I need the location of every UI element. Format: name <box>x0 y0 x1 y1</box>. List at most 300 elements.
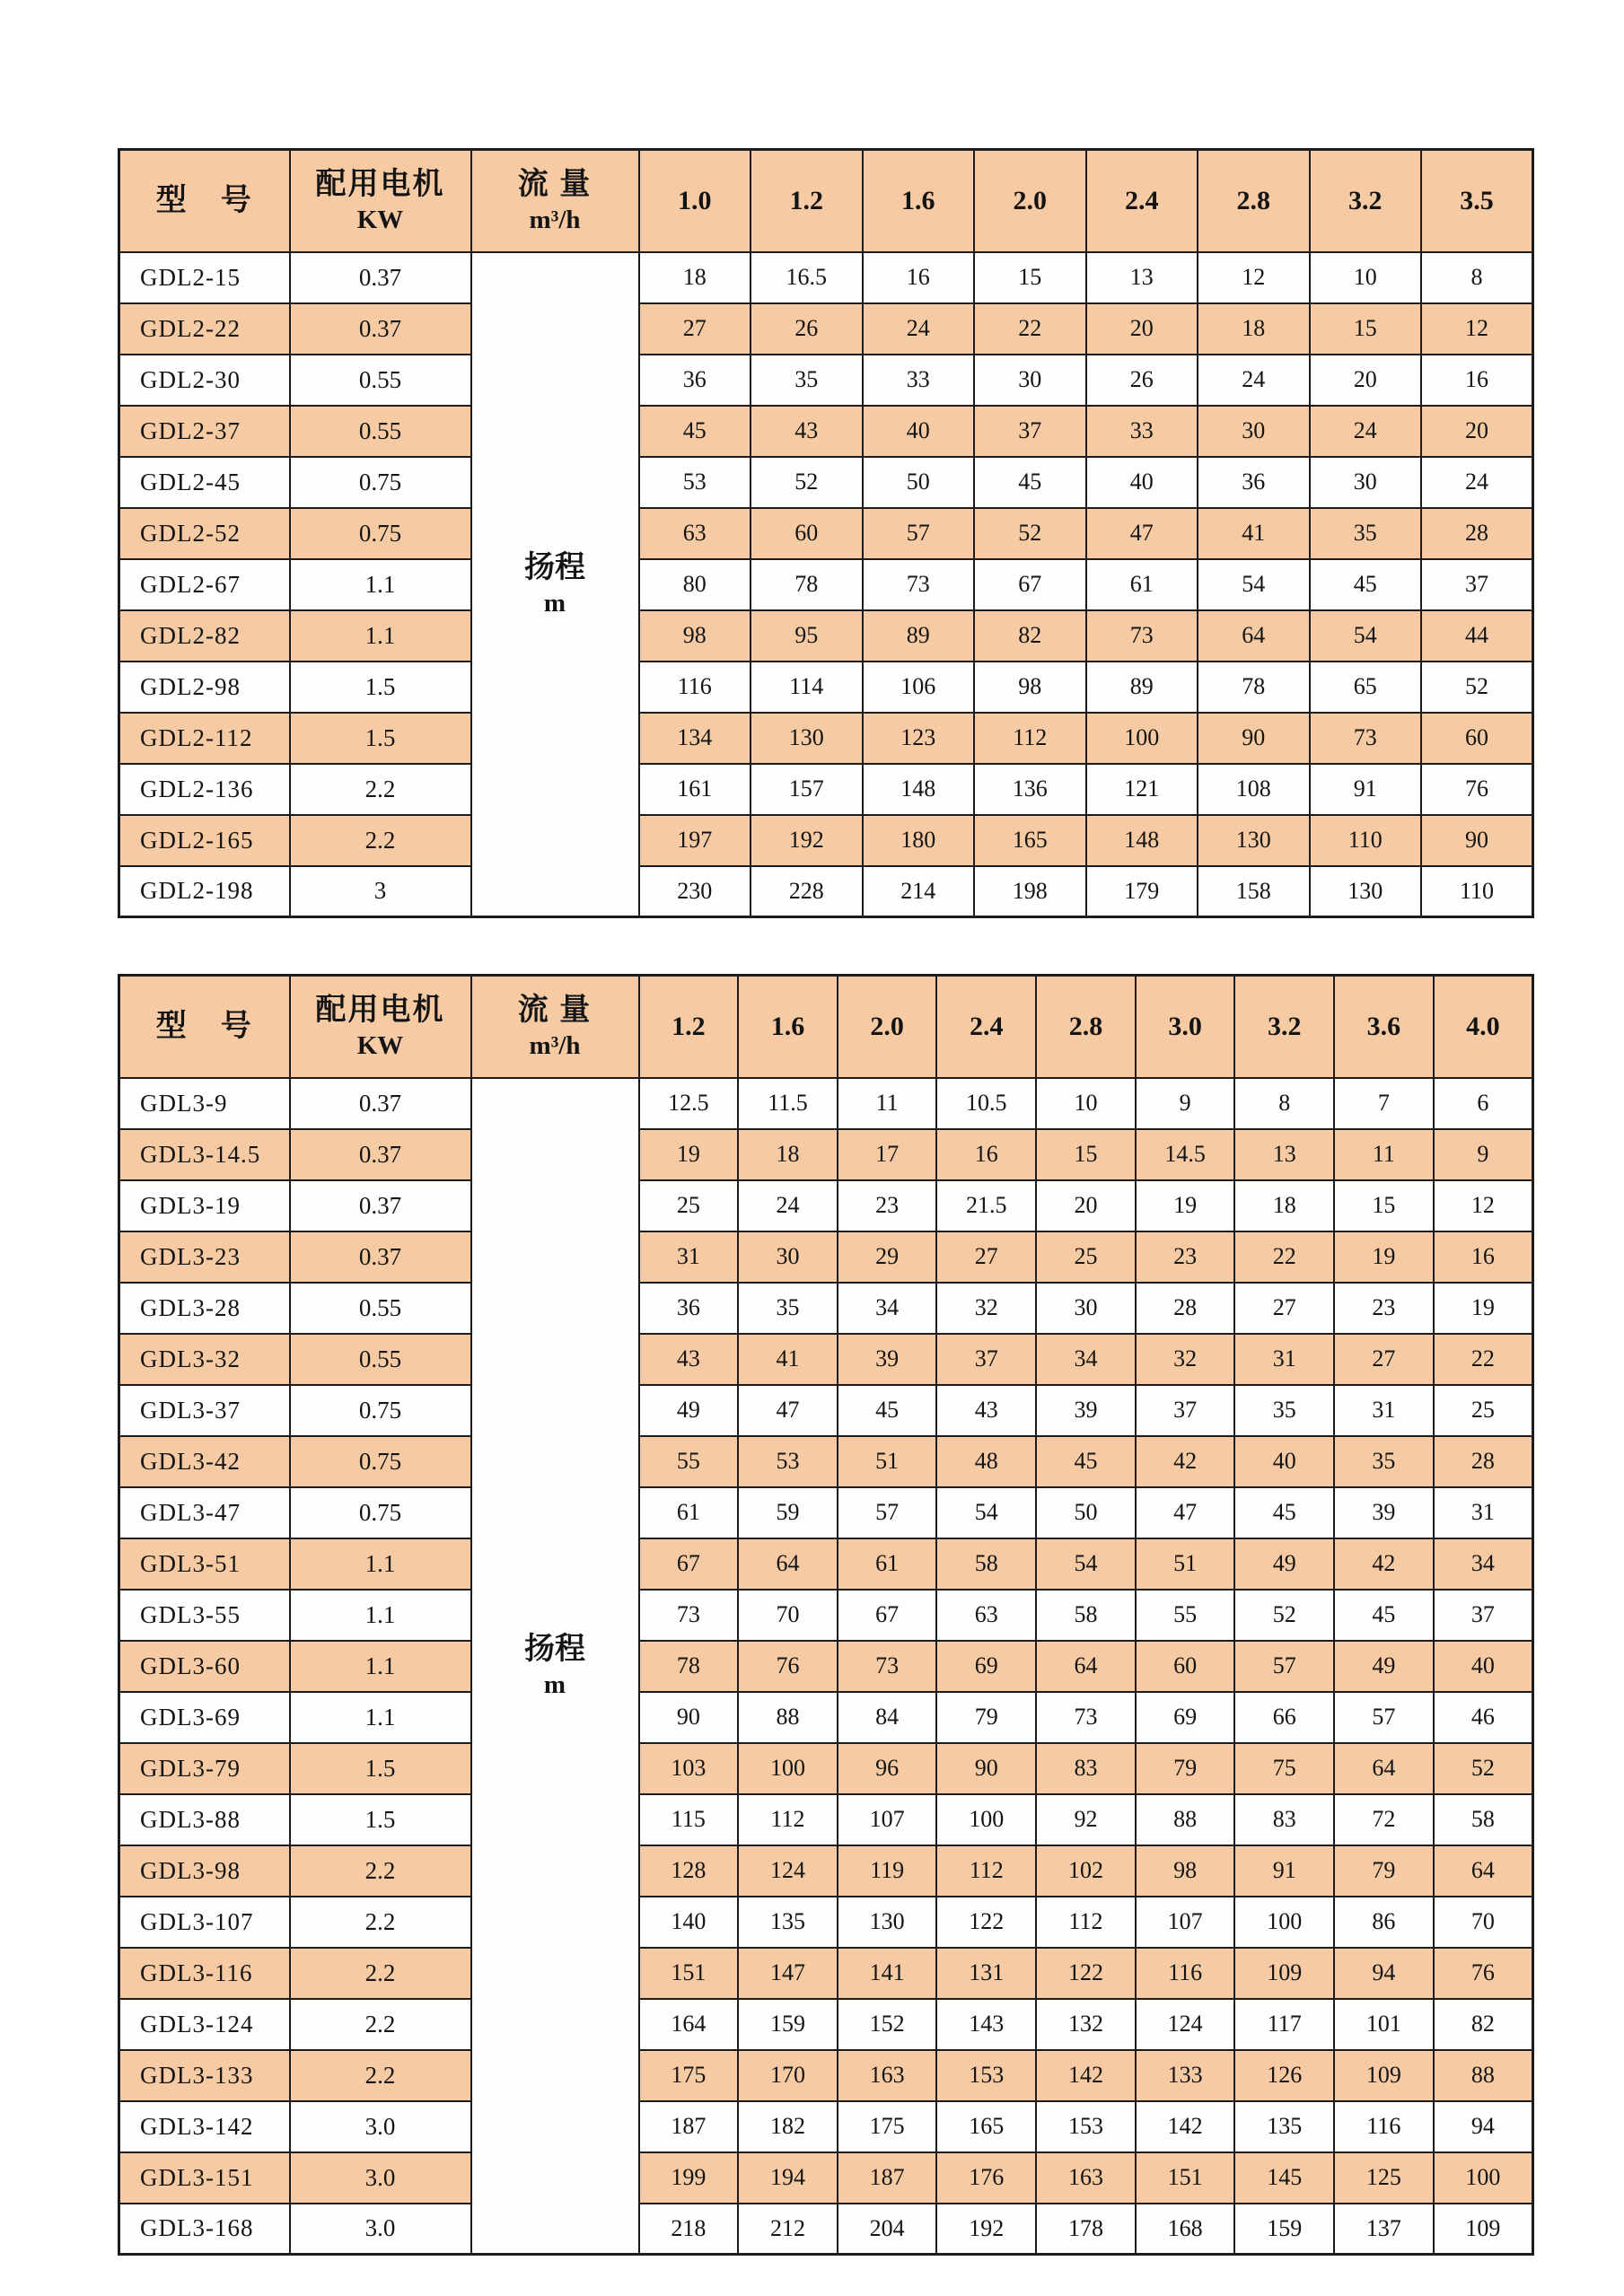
motor-kw-cell: 1.1 <box>290 610 471 662</box>
head-value-cell: 148 <box>1086 815 1198 866</box>
motor-kw-cell: 3 <box>290 866 471 917</box>
head-value-cell: 91 <box>1310 764 1422 815</box>
motor-kw-cell: 0.75 <box>290 1487 471 1538</box>
head-value-cell: 159 <box>738 1999 838 2050</box>
head-value-cell: 47 <box>1086 508 1198 559</box>
head-value-cell: 80 <box>639 559 751 610</box>
table-row <box>119 1231 1533 1283</box>
head-value-cell: 163 <box>838 2050 937 2101</box>
model-cell: GDL2-22 <box>119 303 290 355</box>
head-value-cell: 24 <box>738 1180 838 1231</box>
head-value-cell: 49 <box>1334 1641 1434 1692</box>
head-value-cell: 116 <box>639 662 751 713</box>
table-row <box>119 1641 1533 1692</box>
head-value-cell: 19 <box>1434 1283 1533 1334</box>
head-value-cell: 28 <box>1434 1436 1533 1487</box>
head-value-cell: 20 <box>1310 355 1422 406</box>
table-row <box>119 713 1533 764</box>
head-value-cell: 168 <box>1136 2204 1235 2255</box>
head-value-cell: 39 <box>838 1334 937 1385</box>
motor-kw-cell: 2.2 <box>290 1948 471 1999</box>
head-value-cell: 98 <box>1136 1845 1235 1897</box>
head-value-cell: 133 <box>1136 2050 1235 2101</box>
model-cell: GDL2-45 <box>119 457 290 508</box>
head-value-cell: 109 <box>1334 2050 1434 2101</box>
head-value-cell: 192 <box>751 815 863 866</box>
head-value-cell: 33 <box>1086 406 1198 457</box>
head-value-cell: 54 <box>1036 1538 1136 1590</box>
head-value-cell: 59 <box>738 1487 838 1538</box>
head-value-cell: 48 <box>936 1436 1036 1487</box>
head-value-cell: 66 <box>1234 1692 1334 1743</box>
head-value-cell: 41 <box>1198 508 1310 559</box>
head-value-cell: 116 <box>1334 2101 1434 2152</box>
head-unit: m <box>543 589 566 618</box>
head-value-cell: 64 <box>1198 610 1310 662</box>
head-value-cell: 192 <box>936 2204 1036 2255</box>
head-value-cell: 43 <box>936 1385 1036 1436</box>
model-cell: GDL2-52 <box>119 508 290 559</box>
head-value-cell: 32 <box>936 1283 1036 1334</box>
motor-header-unit: KW <box>356 205 404 234</box>
head-value-cell: 180 <box>863 815 975 866</box>
model-cell: GDL3-32 <box>119 1334 290 1385</box>
flow-rate-column-header: 3.6 <box>1334 976 1434 1078</box>
model-header-label: 型 号 <box>155 1009 253 1043</box>
head-value-cell: 75 <box>1234 1743 1334 1794</box>
motor-kw-cell: 0.55 <box>290 1334 471 1385</box>
motor-kw-cell: 1.5 <box>290 662 471 713</box>
flow-header-unit: m³/h <box>529 1030 581 1060</box>
head-value-cell: 135 <box>1234 2101 1334 2152</box>
head-value-cell: 128 <box>639 1845 739 1897</box>
flow-rate-header <box>471 976 639 1078</box>
head-value-cell: 165 <box>974 815 1086 866</box>
head-value-cell: 112 <box>1036 1897 1136 1948</box>
head-value-cell: 90 <box>936 1743 1036 1794</box>
motor-kw-cell: 0.37 <box>290 303 471 355</box>
head-value-cell: 141 <box>838 1948 937 1999</box>
table-row <box>119 610 1533 662</box>
head-value-cell: 175 <box>838 2101 937 2152</box>
model-cell: GDL2-198 <box>119 866 290 917</box>
table-row <box>119 1590 1533 1641</box>
table-row <box>119 2152 1533 2204</box>
table-row <box>119 508 1533 559</box>
motor-kw-cell: 3.0 <box>290 2101 471 2152</box>
head-value-cell: 73 <box>1036 1692 1136 1743</box>
head-value-cell: 147 <box>738 1948 838 1999</box>
model-cell: GDL3-9 <box>119 1078 290 1129</box>
head-value-cell: 67 <box>838 1590 937 1641</box>
head-value-cell: 103 <box>639 1743 739 1794</box>
model-cell: GDL2-112 <box>119 713 290 764</box>
head-value-cell: 51 <box>1136 1538 1235 1590</box>
flow-rate-column-header: 3.2 <box>1234 976 1334 1078</box>
motor-kw-cell: 1.1 <box>290 559 471 610</box>
table-row <box>119 1794 1533 1845</box>
head-value-cell: 73 <box>639 1590 739 1641</box>
head-value-cell: 55 <box>1136 1590 1235 1641</box>
head-value-cell: 98 <box>639 610 751 662</box>
head-value-cell: 60 <box>1421 713 1533 764</box>
head-value-cell: 73 <box>838 1641 937 1692</box>
model-cell: GDL2-165 <box>119 815 290 866</box>
head-value-cell: 54 <box>936 1487 1036 1538</box>
head-value-cell: 131 <box>936 1948 1036 1999</box>
motor-kw-header <box>290 976 471 1078</box>
head-value-cell: 11 <box>1334 1129 1434 1180</box>
head-value-cell: 94 <box>1434 2101 1533 2152</box>
table-row <box>119 1283 1533 1334</box>
motor-kw-cell: 0.75 <box>290 508 471 559</box>
head-value-cell: 132 <box>1036 1999 1136 2050</box>
head-value-cell: 157 <box>751 764 863 815</box>
head-value-cell: 218 <box>639 2204 739 2255</box>
table-row <box>119 355 1533 406</box>
head-value-cell: 112 <box>738 1794 838 1845</box>
head-m-merged-cell <box>471 1078 639 2255</box>
head-value-cell: 130 <box>838 1897 937 1948</box>
head-value-cell: 54 <box>1198 559 1310 610</box>
head-value-cell: 19 <box>1334 1231 1434 1283</box>
head-value-cell: 47 <box>1136 1487 1235 1538</box>
motor-kw-cell: 1.5 <box>290 713 471 764</box>
head-value-cell: 73 <box>1086 610 1198 662</box>
head-value-cell: 20 <box>1086 303 1198 355</box>
head-value-cell: 11 <box>838 1078 937 1129</box>
flow-rate-column-header: 2.0 <box>838 976 937 1078</box>
head-value-cell: 164 <box>639 1999 739 2050</box>
head-value-cell: 26 <box>1086 355 1198 406</box>
head-value-cell: 64 <box>738 1538 838 1590</box>
flow-rate-column-header: 3.5 <box>1421 150 1533 252</box>
head-value-cell: 73 <box>863 559 975 610</box>
head-value-cell: 198 <box>974 866 1086 917</box>
model-cell: GDL3-55 <box>119 1590 290 1641</box>
head-value-cell: 122 <box>1036 1948 1136 1999</box>
head-value-cell: 10 <box>1310 252 1422 303</box>
head-value-cell: 78 <box>1198 662 1310 713</box>
head-value-cell: 90 <box>1198 713 1310 764</box>
flow-header-label: 流 量 <box>517 168 593 202</box>
head-value-cell: 122 <box>936 1897 1036 1948</box>
table-row <box>119 1743 1533 1794</box>
head-value-cell: 148 <box>863 764 975 815</box>
head-value-cell: 153 <box>1036 2101 1136 2152</box>
head-value-cell: 145 <box>1234 2152 1334 2204</box>
head-value-cell: 78 <box>751 559 863 610</box>
head-value-cell: 52 <box>751 457 863 508</box>
table-row <box>119 1845 1533 1897</box>
head-value-cell: 39 <box>1334 1487 1434 1538</box>
head-value-cell: 79 <box>936 1692 1036 1743</box>
head-value-cell: 170 <box>738 2050 838 2101</box>
table-row <box>119 559 1533 610</box>
head-value-cell: 96 <box>838 1743 937 1794</box>
head-value-cell: 34 <box>838 1283 937 1334</box>
head-value-cell: 12 <box>1421 303 1533 355</box>
head-value-cell: 42 <box>1334 1538 1434 1590</box>
motor-kw-cell: 0.37 <box>290 252 471 303</box>
head-value-cell: 90 <box>1421 815 1533 866</box>
head-value-cell: 23 <box>838 1180 937 1231</box>
head-value-cell: 52 <box>1234 1590 1334 1641</box>
flow-rate-column-header: 1.2 <box>751 150 863 252</box>
head-value-cell: 58 <box>1036 1590 1136 1641</box>
head-value-cell: 15 <box>974 252 1086 303</box>
table-row <box>119 1948 1533 1999</box>
head-value-cell: 11.5 <box>738 1078 838 1129</box>
model-cell: GDL3-98 <box>119 1845 290 1897</box>
table-row <box>119 2101 1533 2152</box>
head-value-cell: 15 <box>1036 1129 1136 1180</box>
motor-kw-cell: 3.0 <box>290 2204 471 2255</box>
motor-kw-cell: 0.75 <box>290 1436 471 1487</box>
head-value-cell: 117 <box>1234 1999 1334 2050</box>
head-value-cell: 116 <box>1136 1948 1235 1999</box>
table-row <box>119 303 1533 355</box>
head-value-cell: 35 <box>751 355 863 406</box>
motor-kw-cell: 1.1 <box>290 1538 471 1590</box>
head-value-cell: 88 <box>1434 2050 1533 2101</box>
table-row <box>119 764 1533 815</box>
header-row <box>119 150 1533 252</box>
motor-kw-cell: 2.2 <box>290 1999 471 2050</box>
head-value-cell: 30 <box>738 1231 838 1283</box>
head-value-cell: 43 <box>639 1334 739 1385</box>
head-value-cell: 187 <box>838 2152 937 2204</box>
head-value-cell: 135 <box>738 1897 838 1948</box>
table-row <box>119 1692 1533 1743</box>
model-cell: GDL2-15 <box>119 252 290 303</box>
model-cell: GDL3-37 <box>119 1385 290 1436</box>
head-value-cell: 45 <box>1334 1590 1434 1641</box>
head-value-cell: 37 <box>1434 1590 1533 1641</box>
head-value-cell: 112 <box>936 1845 1036 1897</box>
head-value-cell: 134 <box>639 713 751 764</box>
head-value-cell: 86 <box>1334 1897 1434 1948</box>
head-value-cell: 22 <box>1234 1231 1334 1283</box>
head-value-cell: 89 <box>1086 662 1198 713</box>
head-value-cell: 41 <box>738 1334 838 1385</box>
head-value-cell: 58 <box>936 1538 1036 1590</box>
head-value-cell: 143 <box>936 1999 1036 2050</box>
head-value-cell: 39 <box>1036 1385 1136 1436</box>
head-value-cell: 153 <box>936 2050 1036 2101</box>
model-header-label: 型 号 <box>155 183 253 217</box>
model-cell: GDL2-136 <box>119 764 290 815</box>
head-value-cell: 16 <box>1421 355 1533 406</box>
head-value-cell: 72 <box>1334 1794 1434 1845</box>
head-value-cell: 10 <box>1036 1078 1136 1129</box>
head-value-cell: 29 <box>838 1231 937 1283</box>
head-value-cell: 119 <box>838 1845 937 1897</box>
head-value-cell: 124 <box>738 1845 838 1897</box>
flow-rate-column-header: 2.4 <box>1086 150 1198 252</box>
head-value-cell: 22 <box>1434 1334 1533 1385</box>
head-value-cell: 8 <box>1234 1078 1334 1129</box>
head-value-cell: 98 <box>974 662 1086 713</box>
model-cell: GDL3-151 <box>119 2152 290 2204</box>
head-value-cell: 197 <box>639 815 751 866</box>
head-value-cell: 60 <box>751 508 863 559</box>
head-value-cell: 30 <box>1036 1283 1136 1334</box>
head-value-cell: 40 <box>863 406 975 457</box>
head-value-cell: 95 <box>751 610 863 662</box>
head-value-cell: 31 <box>1234 1334 1334 1385</box>
head-value-cell: 52 <box>1434 1743 1533 1794</box>
head-value-cell: 106 <box>863 662 975 713</box>
model-cell: GDL3-23 <box>119 1231 290 1283</box>
head-value-cell: 67 <box>974 559 1086 610</box>
head-value-cell: 89 <box>863 610 975 662</box>
head-value-cell: 124 <box>1136 1999 1235 2050</box>
head-value-cell: 25 <box>1036 1231 1136 1283</box>
head-value-cell: 16 <box>1434 1231 1533 1283</box>
head-value-cell: 88 <box>738 1692 838 1743</box>
head-value-cell: 63 <box>936 1590 1036 1641</box>
model-cell: GDL2-67 <box>119 559 290 610</box>
head-value-cell: 34 <box>1434 1538 1533 1590</box>
head-value-cell: 16 <box>863 252 975 303</box>
model-cell: GDL3-142 <box>119 2101 290 2152</box>
head-value-cell: 76 <box>738 1641 838 1692</box>
head-value-cell: 6 <box>1434 1078 1533 1129</box>
flow-rate-column-header: 2.8 <box>1198 150 1310 252</box>
head-value-cell: 100 <box>738 1743 838 1794</box>
head-value-cell: 151 <box>639 1948 739 1999</box>
flow-rate-column-header: 1.6 <box>863 150 975 252</box>
head-value-cell: 13 <box>1086 252 1198 303</box>
motor-kw-cell: 2.2 <box>290 1897 471 1948</box>
head-value-cell: 18 <box>1234 1180 1334 1231</box>
head-label: 扬程 <box>524 551 585 585</box>
head-value-cell: 182 <box>738 2101 838 2152</box>
head-value-cell: 7 <box>1334 1078 1434 1129</box>
head-value-cell: 58 <box>1434 1794 1533 1845</box>
table-row <box>119 1897 1533 1948</box>
head-value-cell: 88 <box>1136 1794 1235 1845</box>
motor-kw-cell: 2.2 <box>290 764 471 815</box>
head-value-cell: 90 <box>639 1692 739 1743</box>
head-value-cell: 110 <box>1310 815 1422 866</box>
head-value-cell: 176 <box>936 2152 1036 2204</box>
motor-kw-cell: 2.2 <box>290 815 471 866</box>
motor-kw-cell: 0.75 <box>290 457 471 508</box>
head-label: 扬程 <box>524 1633 585 1667</box>
head-value-cell: 10.5 <box>936 1078 1036 1129</box>
head-value-cell: 12.5 <box>639 1078 739 1129</box>
head-value-cell: 31 <box>639 1231 739 1283</box>
head-value-cell: 13 <box>1234 1129 1334 1180</box>
head-value-cell: 52 <box>1421 662 1533 713</box>
head-unit: m <box>543 1670 566 1700</box>
head-value-cell: 31 <box>1334 1385 1434 1436</box>
model-cell: GDL3-60 <box>119 1641 290 1692</box>
head-value-cell: 100 <box>1234 1897 1334 1948</box>
head-value-cell: 114 <box>751 662 863 713</box>
head-value-cell: 45 <box>639 406 751 457</box>
flow-rate-column-header: 1.0 <box>639 150 751 252</box>
head-value-cell: 136 <box>974 764 1086 815</box>
head-value-cell: 152 <box>838 1999 937 2050</box>
head-value-cell: 64 <box>1036 1641 1136 1692</box>
motor-header-label: 配用电机 <box>315 168 445 202</box>
head-value-cell: 36 <box>1198 457 1310 508</box>
head-value-cell: 63 <box>639 508 751 559</box>
head-value-cell: 25 <box>1434 1385 1533 1436</box>
head-value-cell: 18 <box>639 252 751 303</box>
head-value-cell: 9 <box>1136 1078 1235 1129</box>
motor-kw-cell: 0.75 <box>290 1385 471 1436</box>
head-value-cell: 52 <box>974 508 1086 559</box>
head-value-cell: 35 <box>1234 1385 1334 1436</box>
head-value-cell: 61 <box>1086 559 1198 610</box>
header-row <box>119 976 1533 1078</box>
head-value-cell: 101 <box>1334 1999 1434 2050</box>
head-value-cell: 60 <box>1136 1641 1235 1692</box>
head-value-cell: 8 <box>1421 252 1533 303</box>
head-value-cell: 228 <box>751 866 863 917</box>
head-value-cell: 24 <box>1421 457 1533 508</box>
model-cell: GDL2-30 <box>119 355 290 406</box>
motor-kw-cell: 0.55 <box>290 406 471 457</box>
motor-kw-cell: 0.37 <box>290 1078 471 1129</box>
model-cell: GDL2-98 <box>119 662 290 713</box>
head-m-merged-cell <box>471 252 639 917</box>
pump-table-gdl2 <box>118 148 1534 918</box>
head-value-cell: 28 <box>1421 508 1533 559</box>
head-value-cell: 126 <box>1234 2050 1334 2101</box>
head-value-cell: 125 <box>1334 2152 1434 2204</box>
head-value-cell: 26 <box>751 303 863 355</box>
head-value-cell: 151 <box>1136 2152 1235 2204</box>
head-value-cell: 14.5 <box>1136 1129 1235 1180</box>
head-value-cell: 18 <box>1198 303 1310 355</box>
head-value-cell: 54 <box>1310 610 1422 662</box>
head-value-cell: 45 <box>1036 1436 1136 1487</box>
head-value-cell: 115 <box>639 1794 739 1845</box>
motor-header-unit: KW <box>356 1030 404 1060</box>
head-value-cell: 107 <box>1136 1897 1235 1948</box>
table-row <box>119 1129 1533 1180</box>
head-value-cell: 21.5 <box>936 1180 1036 1231</box>
head-value-cell: 79 <box>1334 1845 1434 1897</box>
table-row <box>119 1078 1533 1129</box>
head-value-cell: 84 <box>838 1692 937 1743</box>
head-value-cell: 37 <box>974 406 1086 457</box>
head-value-cell: 37 <box>1136 1385 1235 1436</box>
head-value-cell: 187 <box>639 2101 739 2152</box>
head-value-cell: 69 <box>936 1641 1036 1692</box>
head-value-cell: 12 <box>1198 252 1310 303</box>
head-value-cell: 57 <box>1234 1641 1334 1692</box>
table-row <box>119 1538 1533 1590</box>
model-cell: GDL3-51 <box>119 1538 290 1590</box>
model-cell: GDL3-19 <box>119 1180 290 1231</box>
head-value-cell: 24 <box>863 303 975 355</box>
model-header <box>119 976 290 1078</box>
model-cell: GDL3-88 <box>119 1794 290 1845</box>
head-value-cell: 109 <box>1434 2204 1533 2255</box>
head-value-cell: 158 <box>1198 866 1310 917</box>
head-value-cell: 20 <box>1036 1180 1136 1231</box>
model-cell: GDL3-107 <box>119 1897 290 1948</box>
model-cell: GDL3-47 <box>119 1487 290 1538</box>
head-value-cell: 40 <box>1434 1641 1533 1692</box>
head-value-cell: 140 <box>639 1897 739 1948</box>
